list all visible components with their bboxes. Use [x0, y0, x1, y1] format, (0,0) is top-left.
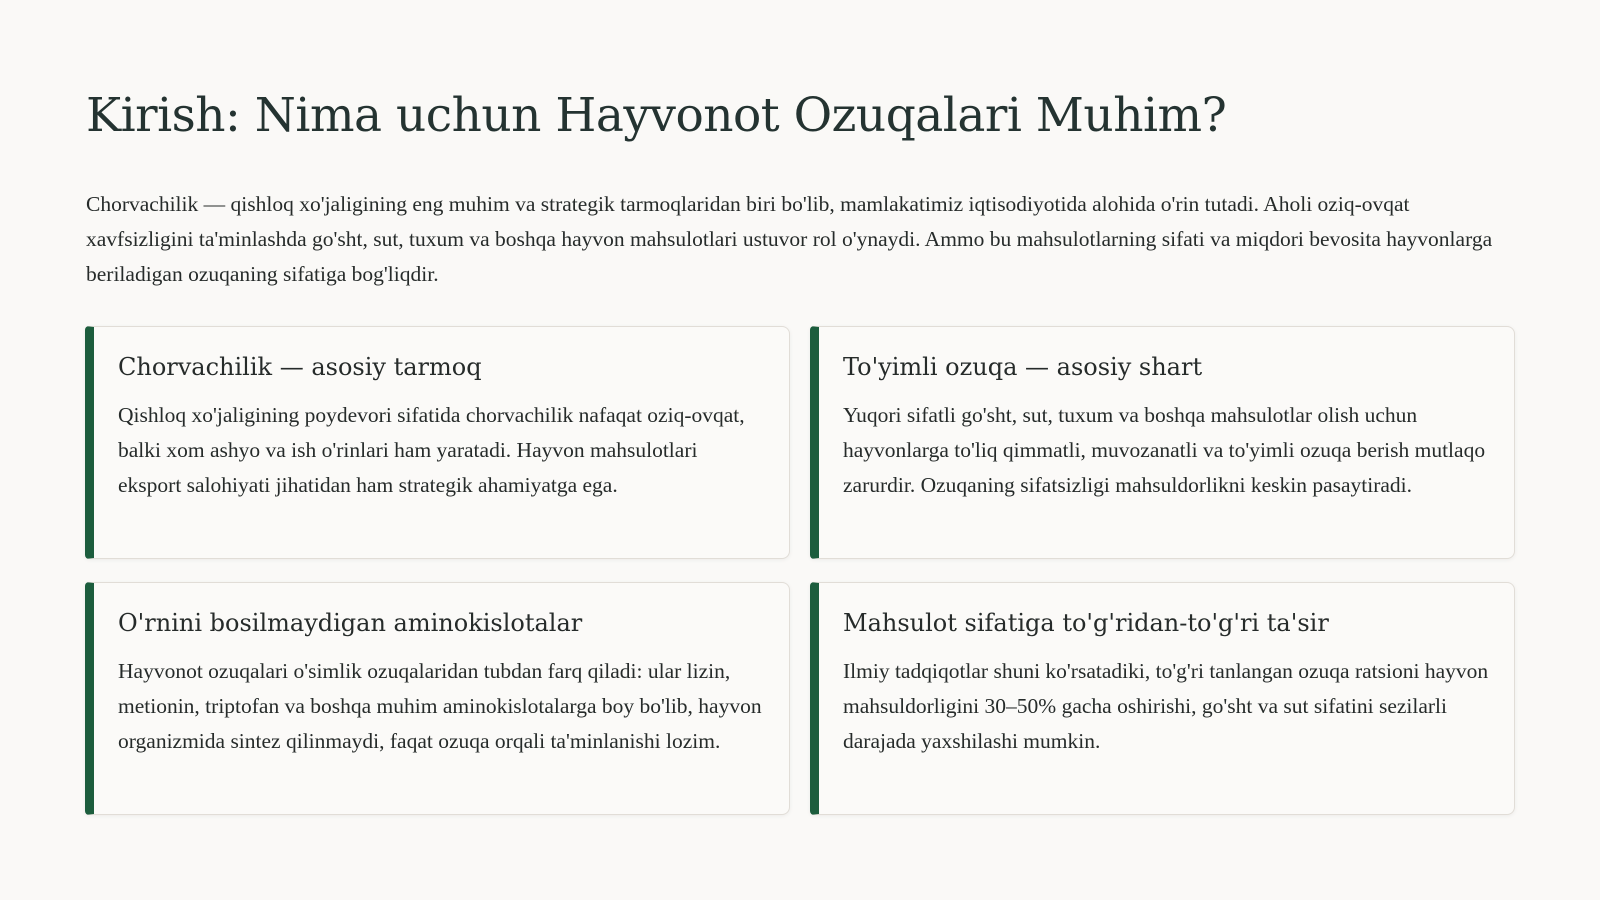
card-title: Chorvachilik — asosiy tarmoq	[118, 353, 482, 381]
card-title: To'yimli ozuqa — asosiy shart	[843, 353, 1203, 381]
card-text: Qishloq xo'jaligining poydevori sifatida chorvachilik nafaqat oziq-ovqat, balki xom ashyo va ish o'rinlari ham yaratadi. Hayvon mahsulotlari eksport salohiyati jihatidan ham strategik ahamiyatga ega.	[118, 403, 745, 497]
card-grid	[85, 326, 1515, 815]
card-toyimli-ozuqa	[810, 326, 1515, 559]
card-text: Yuqori sifatli go'sht, sut, tuxum va boshqa mahsulotlar olish uchun hayvonlarga to'liq qimmatli, muvozanatli va to'yimli ozuqa berish mutlaqo zarurdir. Ozuqaning sifatsizligi mahsuldorlikni keskin pasaytiradi.	[843, 403, 1486, 497]
card-text: Hayvonot ozuqalari o'simlik ozuqalaridan tubdan farq qiladi: ular lizin, metionin, triptofan va boshqa muhim aminokislotalarga boy bo'lib, hayvon organizmida sintez qilinmaydi, faqat ozuqa orqali ta'minlanishi lozim.	[118, 659, 762, 753]
card-title: Mahsulot sifatiga to'g'ridan-to'g'ri ta'sir	[843, 609, 1329, 637]
page-title: Kirish: Nima uchun Hayvonot Ozuqalari Muhim?	[86, 88, 1227, 143]
card-title: O'rnini bosilmaydigan aminokislotalar	[118, 609, 583, 637]
card-aminokislotalar	[85, 582, 790, 815]
card-mahsulot-sifati	[810, 582, 1515, 815]
intro-paragraph: Chorvachilik — qishloq xo'jaligining eng muhim va strategik tarmoqlaridan biri bo'lib, mamlakatimiz iqtisodiyotida alohida o'rin tutadi. Aholi oziq-ovqat xavfsizligini ta'minlashda go'sht, sut, tuxum va boshqa hayvon mahsulotlari ustuvor rol o'ynaydi. Ammo bu mahsulotlarning sifati va miqdori bevosita hayvonlarga beriladigan ozuqaning sifatiga bog'liqdir.	[86, 192, 1493, 287]
card-text: Ilmiy tadqiqotlar shuni ko'rsatadiki, to'g'ri tanlangan ozuqa ratsioni hayvon mahsuldorligini 30–50% gacha oshirishi, go'sht va sut sifatini sezilarli darajada yaxshilashi mumkin.	[843, 659, 1489, 753]
card-chorvachilik	[85, 326, 790, 559]
